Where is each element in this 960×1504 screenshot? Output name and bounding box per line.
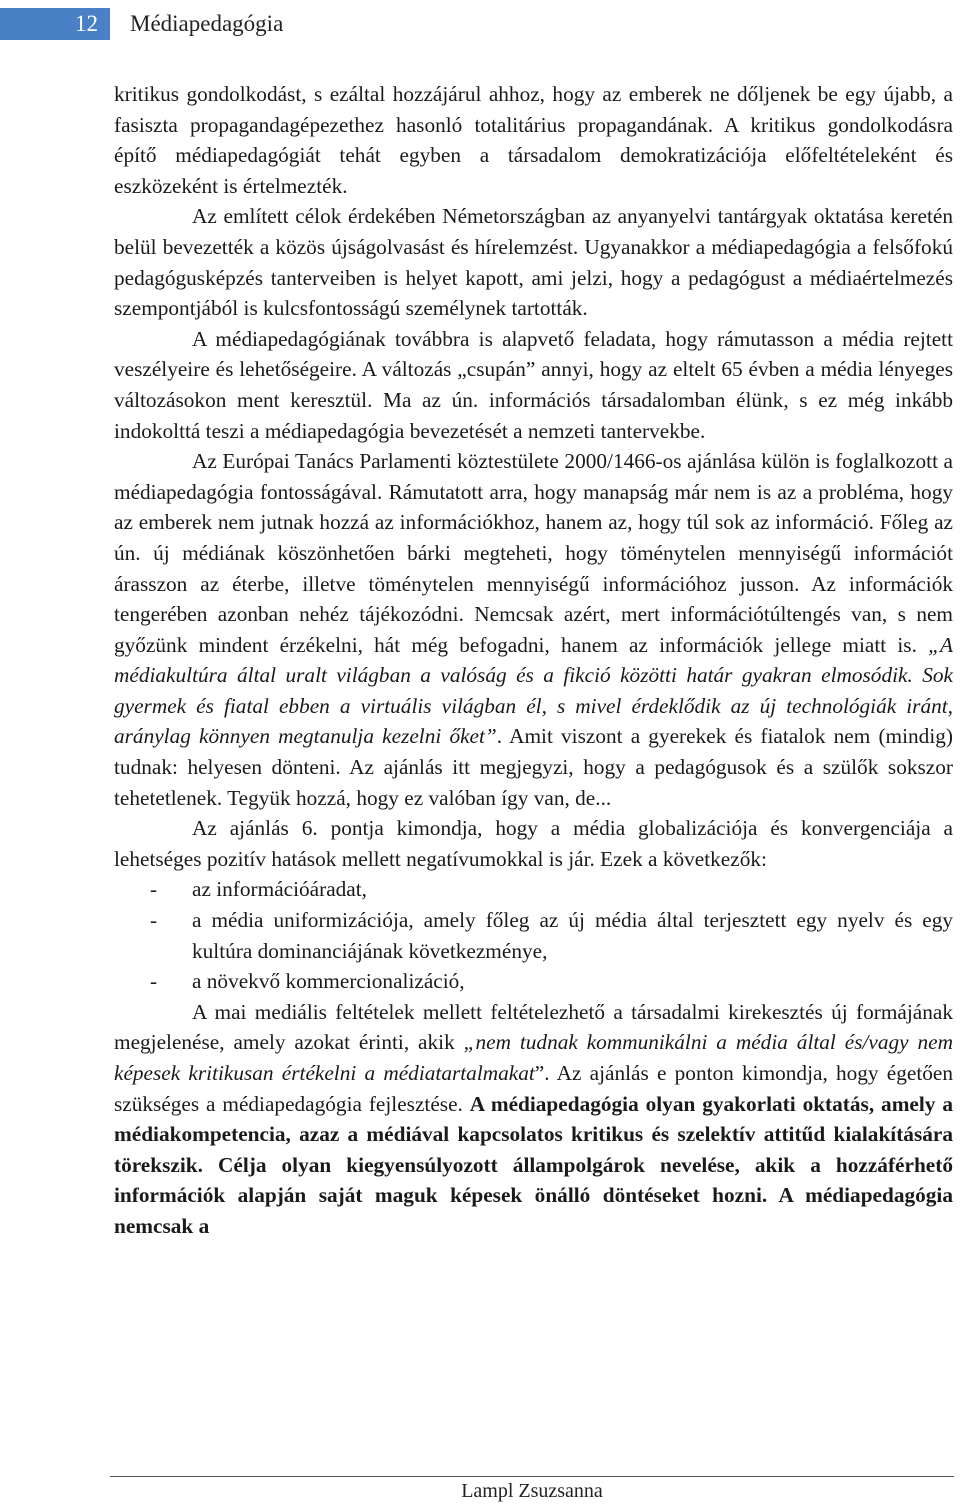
running-title: Médiapedagógia <box>130 11 284 36</box>
paragraph-6 <box>114 997 953 1242</box>
body-text <box>114 79 953 1242</box>
paragraph-3: A médiapedagógiának továbbra is alapvető feladata, hogy rámutasson a média rejtett veszélyeire és lehetőségeire. A változás „csupán” annyi, hogy az eltelt 65 évben a média lényeges változásokon ment keresztül. Ma az ún. információs társadalomban élünk, s ez még inkább indokolttá teszi a médiapedagógia bevezetését a nemzeti tantervekbe. <box>114 326 953 443</box>
footer-divider <box>110 1476 954 1477</box>
footer-author: Lampl Zsuzsanna <box>461 1480 603 1502</box>
list-dash: - <box>150 877 158 902</box>
paragraph-6-quote: „nem tudnak kommunikálni a média által és/vagy nem képesek kritikusan értékelni a médiatartalmakat <box>114 1030 953 1085</box>
paragraph-4-quote: „A médiakultúra által uralt világban a valóság és a fikció közötti határ gyakran elmosódik. Sok gyermek és fiatal ebben a virtuális világban él, s mivel érdeklődik az új technológiák iránt, aránylag könnyen megtanulja kezelni őket” <box>114 632 954 749</box>
list-dash: - <box>150 969 158 994</box>
paragraph-2: Az említett célok érdekében Németországban az anyanyelvi tantárgyak oktatása keretén belül bevezették a közös újságolvasást és hírelemzést. Ugyanakkor a médiapedagógia a felsőfokú pedagógusképzés tanterveiben is helyet kapott, ami jelzi, hogy a pedagógust a médiaértelmezés szempontjából is kulcsfontosságú személynek tartották. <box>114 204 953 321</box>
paragraph-1: kritikus gondolkodást, s ezáltal hozzájárul ahhoz, hogy az emberek ne dőljenek be egy újabb, a fasiszta propagandagépezethez hasonló totalitárius propagandának. A kritikus gondolkodásra építő médiapedagógiát tehát egyben a társadalom demokratizációja előfeltételeként és eszközeként is értelmezték. <box>114 82 953 198</box>
paragraph-6-text-end: ”. Az ajánlás e ponton kimondja, hogy égetően szükséges a médiapedagógia fejlesztése. <box>114 1061 954 1116</box>
paragraph-4 <box>114 446 953 813</box>
page-number: 12 <box>0 8 110 40</box>
paragraph-4-text: Az Európai Tanács Parlamenti köztestülete 2000/1466-os ajánlása külön is foglalkozott a médiapedagógia fontosságával. Rámutatott arra, hogy manapság már nem is az a probléma, hogy az emberek nem jutnak hozzá az információkhoz, hanem az, hogy túl sok az információ. Főleg az ún. új médiának köszönhetően bárki megteheti, hogy töménytelen mennyiségű információt árasszon az éterbe, illetve töménytelen mennyiségű információhoz jusson. Az információk tengerében azonban nehéz tájékozódni. Nemcsak azért, mert információtúltengés van, s nem győzünk mindent érzékelni, hát még befogadni, hanem az információk jellege miatt is. <box>114 449 953 657</box>
list-item-text: az információáradat, <box>192 877 368 902</box>
list-item-text: a növekvő kommercionalizáció, <box>192 969 465 994</box>
page-header <box>0 0 960 46</box>
list-dash: - <box>150 908 158 933</box>
consequences-list <box>114 874 953 996</box>
paragraph-6-bold: A médiapedagógia olyan gyakorlati oktatás, amely a médiakompetencia, azaz a médiával kapcsolatos kritikus és szelektív attitűd kialakítására törekszik. Célja olyan kiegyensúlyozott állampolgárok nevelése, akik a hozzáférhető információk alapján saját maguk képesek önálló döntéseket hozni. A médiapedagógia nemcsak a <box>114 1091 953 1238</box>
list-item-text: a média uniformizációja, amely főleg az új média által terjesztett egy nyelv és egy kultúra dominanciájának következménye, <box>192 908 953 963</box>
paragraph-5: Az ajánlás 6. pontja kimondja, hogy a média globalizációja és konvergenciája a lehetséges pozitív hatások mellett negatívumokkal is jár. Ezek a következők: <box>114 816 953 871</box>
list-item <box>114 905 953 966</box>
paragraph-6-text: A mai mediális feltételek mellett feltételezhető a társadalmi kirekesztés új formájának megjelenése, amely azokat érinti, akik <box>114 999 953 1055</box>
list-item <box>114 966 953 997</box>
paragraph-4-text-end: . Amit viszont a gyerekek és fiatalok nem (mindig) tudnak: helyesen dönteni. Az ajánlás itt megjegyzi, hogy a pedagógusok és a szülők sokszor tehetetlenek. Tegyük hozzá, hogy ez valóban így van, de... <box>114 724 953 810</box>
list-item <box>114 874 953 905</box>
